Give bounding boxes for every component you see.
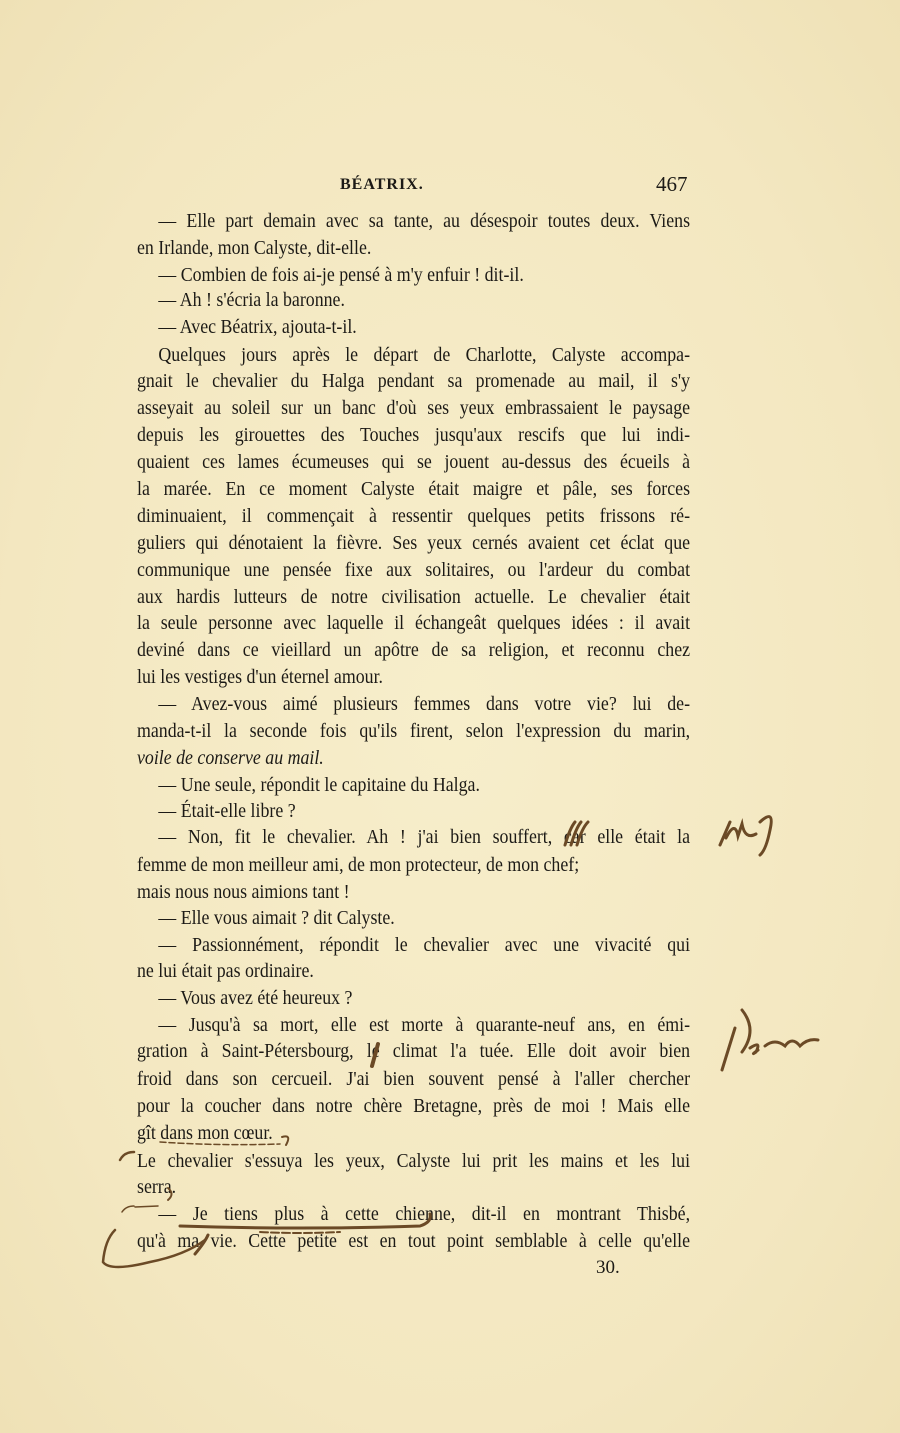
bracket-mark — [120, 1152, 134, 1160]
text-line: en Irlande, mon Calyste, dit-elle. — [137, 237, 372, 259]
text-line: deviné dans ce vieillard un apôtre de sa religion, et reconnu chez — [137, 639, 691, 661]
text-line: depuis les girouettes des Touches jusqu'aux rescifs que lui indi- — [137, 424, 691, 446]
text-line: serra. — [137, 1176, 177, 1198]
text-line: froid dans son cercueil. J'ai bien souvent pensé à l'aller chercher — [137, 1068, 691, 1090]
text-line: femme de mon meilleur ami, de mon protecteur, de mon chef; — [137, 854, 580, 876]
text-line: — Elle part demain avec sa tante, au désespoir toutes deux. Viens — [158, 210, 691, 232]
text-line: pour la coucher dans notre chère Bretagne, près de moi ! Mais elle — [137, 1095, 691, 1117]
text-line: ne lui était pas ordinaire. — [137, 960, 314, 982]
text-line: voile de conserve au mail. — [137, 747, 324, 769]
text-line: quaient ces lames écumeuses qui se jouent au-dessus des écueils à — [137, 451, 691, 473]
text-line: manda-t-il la seconde fois qu'ils firent, selon l'expression du marin, — [137, 720, 691, 742]
text-line: — Elle vous aimait ? dit Calyste. — [158, 907, 395, 929]
text-line: asseyait au soleil sur un banc d'où ses yeux embrassaient le paysage — [137, 397, 691, 419]
text-line: Quelques jours après le départ de Charlotte, Calyste accompa- — [158, 344, 691, 366]
text-line: lui les vestiges d'un éternel amour. — [137, 666, 383, 688]
text-line: — Était-elle libre ? — [158, 800, 296, 822]
margin-note — [720, 817, 771, 855]
text-line: aux hardis lutteurs de notre civilisation actuelle. Le chevalier était — [137, 586, 691, 608]
text-line: diminuaient, il commençait à ressentir quelques petits frissons ré- — [137, 505, 691, 527]
text-line: — Je tiens plus à cette chienne, dit-il en montrant Thisbé, — [158, 1203, 691, 1225]
text-line: gration à Saint-Pétersbourg, le climat l'a tuée. Elle doit avoir bien — [137, 1040, 691, 1062]
text-line: — Combien de fois ai-je pensé à m'y enfuir ! dit-il. — [158, 264, 524, 286]
text-line: — Une seule, répondit le capitaine du Halga. — [158, 774, 480, 796]
text-line: — Avec Béatrix, ajouta-t-il. — [158, 316, 357, 338]
page-number: 467 — [656, 172, 688, 196]
text-line: — Ah ! s'écria la baronne. — [158, 289, 345, 311]
margin-note — [722, 1010, 818, 1070]
text-line: communique une pensée fixe aux solitaires, ou l'ardeur du combat — [137, 559, 691, 581]
text-line: guliers qui dénotaient la fièvre. Ses yeux cernés avaient cet éclat que — [137, 532, 691, 554]
text-line: mais nous nous aimions tant ! — [137, 881, 350, 903]
text-line: la seule personne avec laquelle il échangeât quelques idées : il avait — [137, 612, 691, 634]
text-line: — Vous avez été heureux ? — [158, 987, 353, 1009]
text-line: — Passionnément, répondit le chevalier avec une vivacité qui — [158, 934, 691, 956]
text-line: qu'à ma vie. Cette petite est en tout point semblable à celle qu'elle — [137, 1230, 691, 1252]
text-line: — Avez-vous aimé plusieurs femmes dans votre vie? lui de- — [158, 693, 691, 715]
signature-mark: 30. — [596, 1257, 620, 1278]
running-title: BÉATRIX. — [340, 176, 424, 193]
text-line: gnait le chevalier du Halga pendant sa promenade au mail, il s'y — [137, 370, 691, 392]
text-line: la marée. En ce moment Calyste était maigre et pâle, ses forces — [137, 478, 691, 500]
text-line: — Jusqu'à sa mort, elle est morte à quarante-neuf ans, en émi- — [158, 1014, 691, 1036]
text-line: — Non, fit le chevalier. Ah ! j'ai bien souffert, car elle était la — [158, 826, 691, 848]
text-line: Le chevalier s'essuya les yeux, Calyste lui prit les mains et les lui — [137, 1150, 691, 1172]
text-line: gît dans mon cœur. — [137, 1122, 273, 1144]
